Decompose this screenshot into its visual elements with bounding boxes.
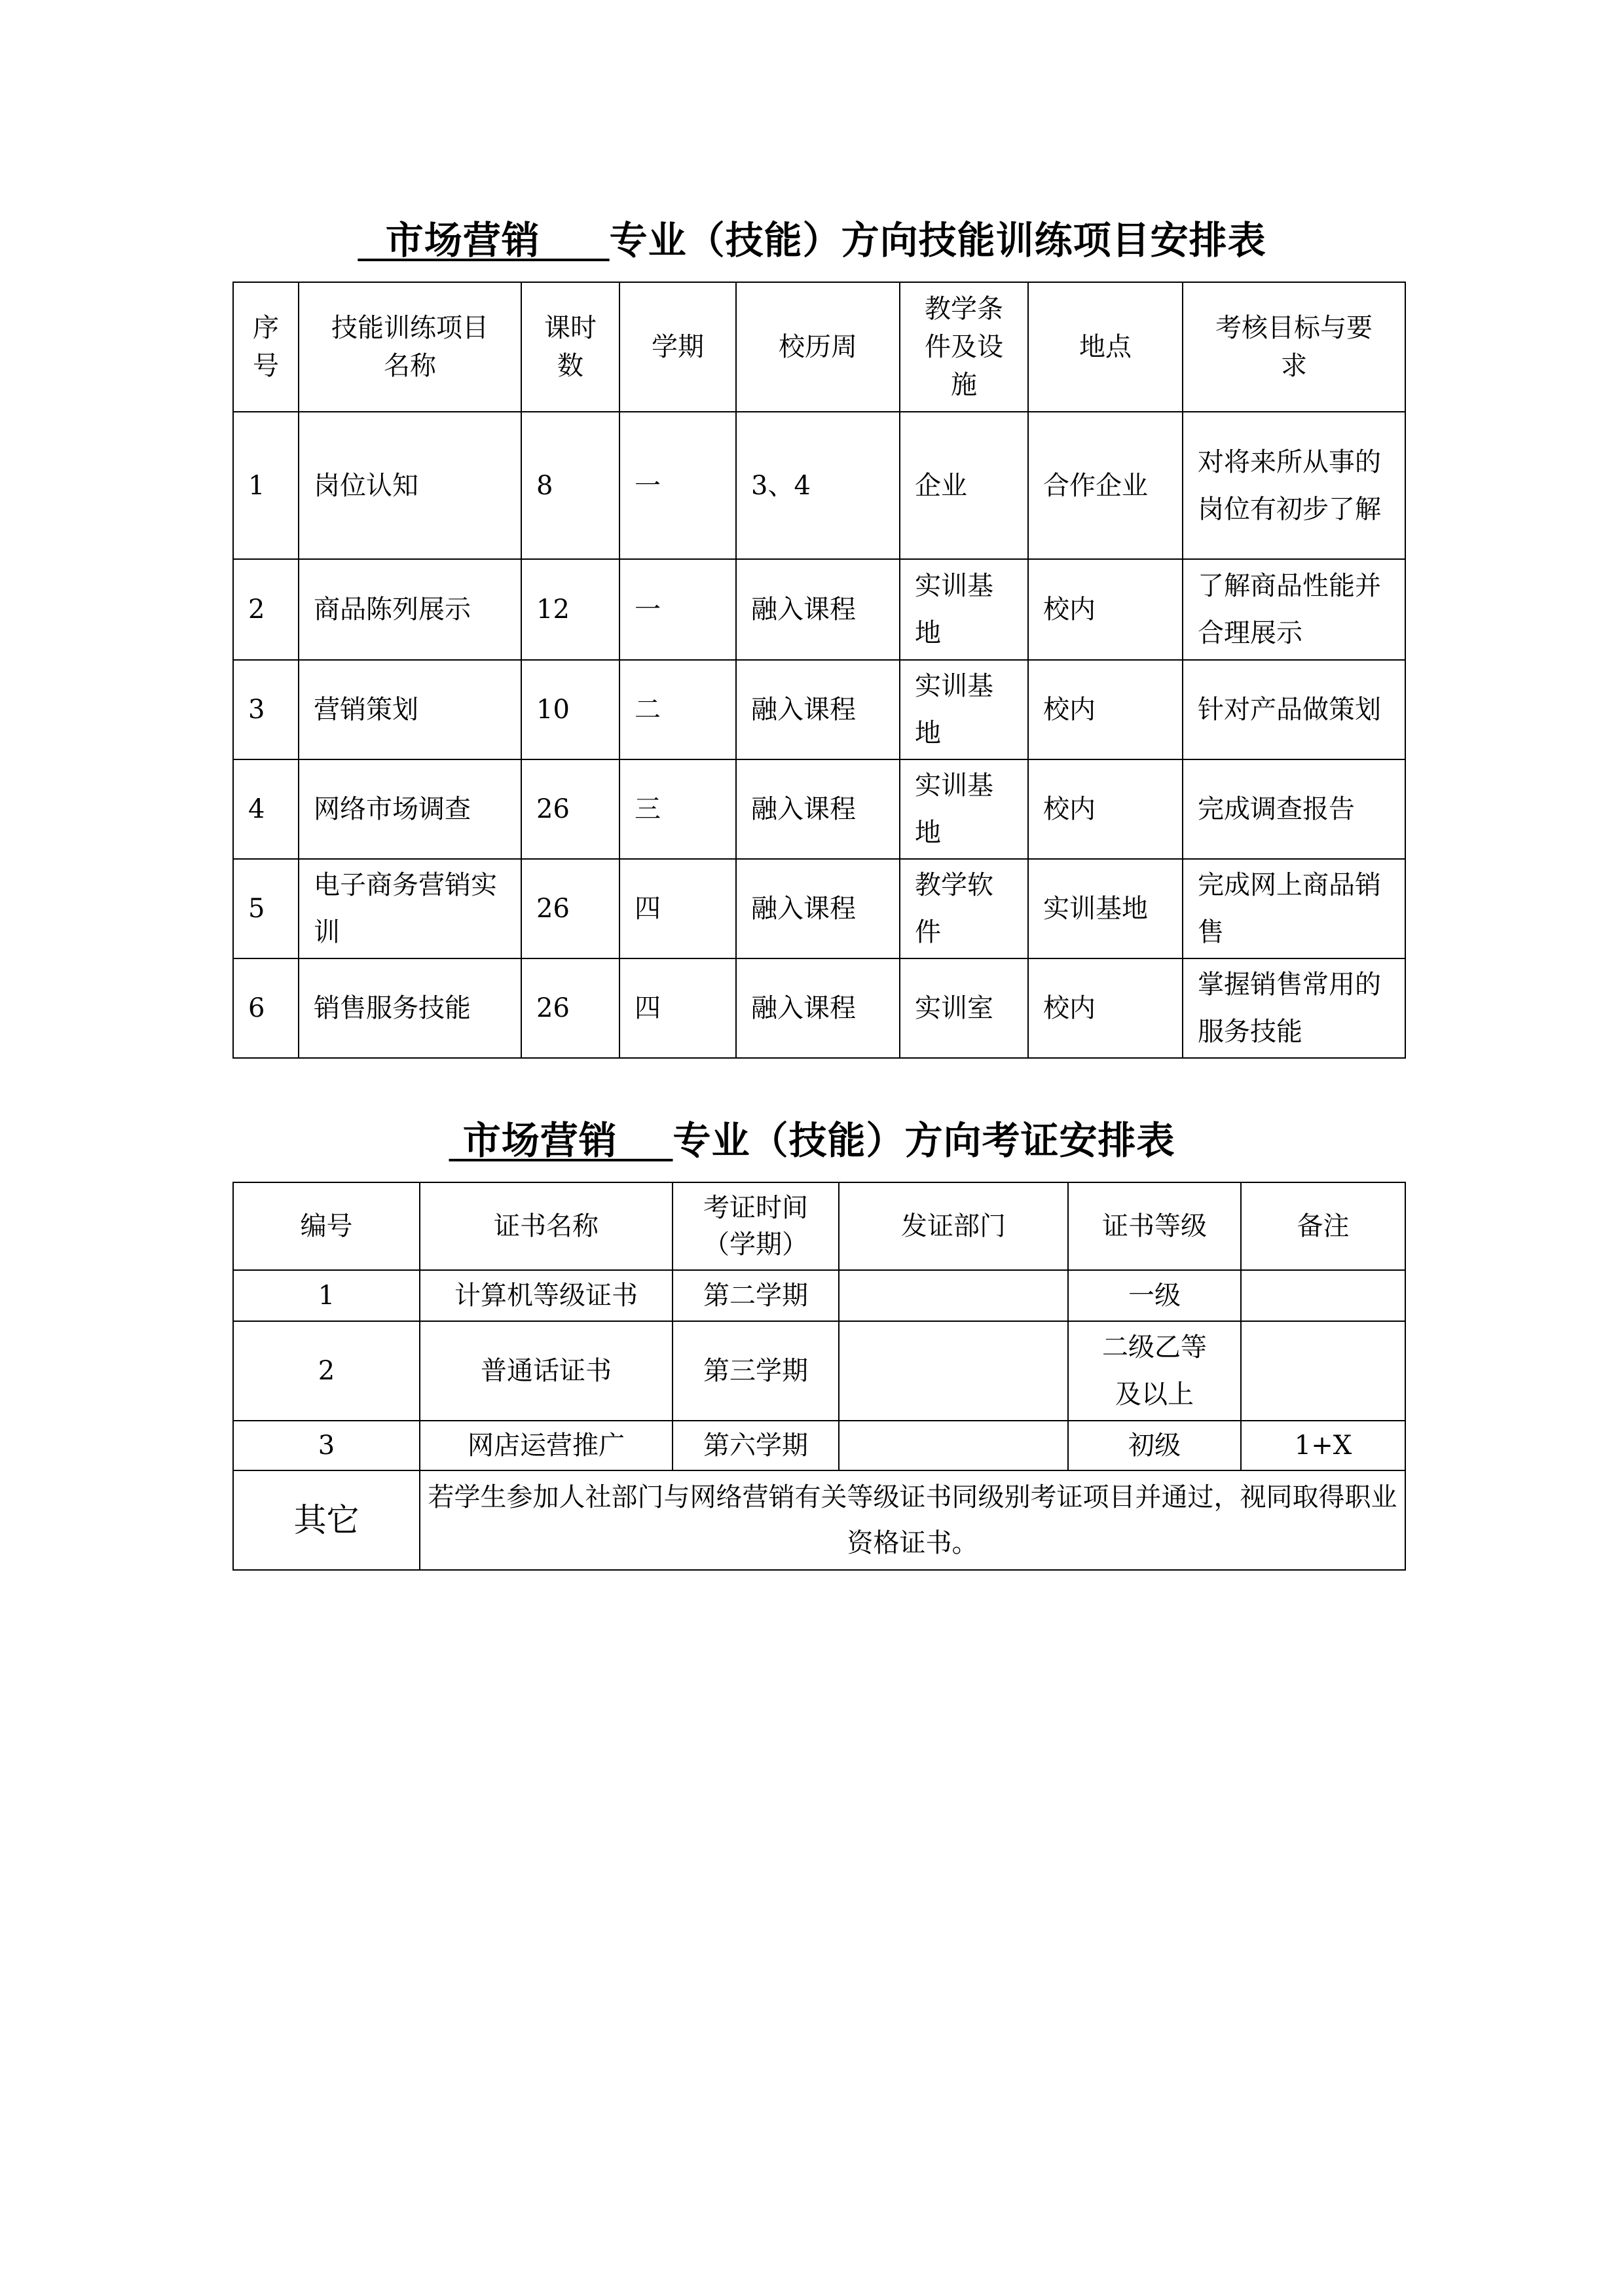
cell-goal: 掌握销售常用的服务技能: [1183, 958, 1405, 1058]
cell-hours: 26: [521, 859, 619, 958]
cell-facility: 实训基地: [900, 660, 1028, 759]
cell-facility: 实训基地: [900, 559, 1028, 660]
table-row: [233, 859, 1405, 958]
cell-other-label: 其它: [233, 1470, 420, 1570]
table-row-other: [233, 1470, 1405, 1570]
cell-place: 校内: [1028, 559, 1183, 660]
header-facility: 教学条件及设施: [900, 282, 1028, 412]
title2-major: 市场营销: [449, 1118, 673, 1163]
header-no: 序号: [233, 282, 299, 412]
cell-place: 实训基地: [1028, 859, 1183, 958]
title1-major: 市场营销: [358, 218, 610, 263]
title2-suffix: 专业（技能）方向考证安排表: [673, 1118, 1175, 1163]
cell-cert-name: 普通话证书: [420, 1321, 673, 1421]
header-weeks: 校历周: [736, 282, 900, 412]
cell-goal: 完成调查报告: [1183, 759, 1405, 859]
cell-hours: 26: [521, 958, 619, 1058]
header-hours: 课时数: [521, 282, 619, 412]
title1-suffix: 专业（技能）方向技能训练项目安排表: [609, 218, 1266, 263]
cell-no: 2: [233, 1321, 420, 1421]
cell-weeks: 融入课程: [736, 559, 900, 660]
cell-name: 销售服务技能: [299, 958, 521, 1058]
cell-place: 校内: [1028, 660, 1183, 759]
cell-issuer: [839, 1270, 1068, 1321]
cell-cert-name: 计算机等级证书: [420, 1270, 673, 1321]
cell-term: 二: [619, 660, 736, 759]
cell-no: 3: [233, 1421, 420, 1470]
cell-weeks: 融入课程: [736, 759, 900, 859]
cell-term: 四: [619, 958, 736, 1058]
cell-exam-time: 第六学期: [673, 1421, 839, 1470]
cell-weeks: 融入课程: [736, 958, 900, 1058]
table-row: [233, 412, 1405, 559]
cell-name: 电子商务营销实训: [299, 859, 521, 958]
table-header-row: [233, 1182, 1405, 1270]
cell-cert-name: 网店运营推广: [420, 1421, 673, 1470]
cell-term: 一: [619, 559, 736, 660]
cell-no: 1: [233, 1270, 420, 1321]
header-level: 证书等级: [1068, 1182, 1241, 1270]
cell-no: 2: [233, 559, 299, 660]
header-name: 技能训练项目名称: [299, 282, 521, 412]
cell-hours: 26: [521, 759, 619, 859]
title-certification: [0, 1110, 1624, 1165]
header-no: 编号: [233, 1182, 420, 1270]
cell-term: 四: [619, 859, 736, 958]
header-place: 地点: [1028, 282, 1183, 412]
cell-note: 1+X: [1241, 1421, 1405, 1470]
cell-no: 6: [233, 958, 299, 1058]
cell-goal: 对将来所从事的岗位有初步了解: [1183, 412, 1405, 559]
cell-hours: 12: [521, 559, 619, 660]
title-skill-training: [0, 210, 1624, 264]
table-row: [233, 660, 1405, 759]
table-row: [233, 958, 1405, 1058]
cell-name: 网络市场调查: [299, 759, 521, 859]
header-cert-name: 证书名称: [420, 1182, 673, 1270]
cell-weeks: 融入课程: [736, 660, 900, 759]
cell-term: 一: [619, 412, 736, 559]
cell-hours: 8: [521, 412, 619, 559]
cell-goal: 针对产品做策划: [1183, 660, 1405, 759]
cell-no: 3: [233, 660, 299, 759]
cell-facility: 教学软件: [900, 859, 1028, 958]
cell-level: 初级: [1068, 1421, 1241, 1470]
cell-exam-time: 第二学期: [673, 1270, 839, 1321]
cell-level: 一级: [1068, 1270, 1241, 1321]
header-term: 学期: [619, 282, 736, 412]
table-row: [233, 1270, 1405, 1321]
header-issuer: 发证部门: [839, 1182, 1068, 1270]
cell-no: 1: [233, 412, 299, 559]
table-row: [233, 1321, 1405, 1421]
table-row: [233, 759, 1405, 859]
cell-no: 4: [233, 759, 299, 859]
cell-other-text: 若学生参加人社部门与网络营销有关等级证书同级别考证项目并通过，视同取得职业资格证书。: [420, 1470, 1405, 1570]
cell-term: 三: [619, 759, 736, 859]
header-note: 备注: [1241, 1182, 1405, 1270]
cell-facility: 实训室: [900, 958, 1028, 1058]
cell-hours: 10: [521, 660, 619, 759]
cell-name: 商品陈列展示: [299, 559, 521, 660]
cell-facility: 企业: [900, 412, 1028, 559]
cell-place: 校内: [1028, 958, 1183, 1058]
cell-no: 5: [233, 859, 299, 958]
certification-table: [232, 1182, 1406, 1571]
header-goal: 考核目标与要求: [1183, 282, 1405, 412]
cell-facility: 实训基地: [900, 759, 1028, 859]
cell-issuer: [839, 1421, 1068, 1470]
cell-place: 合作企业: [1028, 412, 1183, 559]
cell-goal: 完成网上商品销售: [1183, 859, 1405, 958]
header-exam-time: 考证时间（学期）: [673, 1182, 839, 1270]
table-header-row: [233, 282, 1405, 412]
cell-note: [1241, 1321, 1405, 1421]
cell-weeks: 融入课程: [736, 859, 900, 958]
cell-weeks: 3、4: [736, 412, 900, 559]
table-row: [233, 1421, 1405, 1470]
cell-place: 校内: [1028, 759, 1183, 859]
cell-level: 二级乙等及以上: [1068, 1321, 1241, 1421]
cell-exam-time: 第三学期: [673, 1321, 839, 1421]
cell-name: 岗位认知: [299, 412, 521, 559]
table-row: [233, 559, 1405, 660]
cell-note: [1241, 1270, 1405, 1321]
cell-name: 营销策划: [299, 660, 521, 759]
cell-issuer: [839, 1321, 1068, 1421]
cell-goal: 了解商品性能并合理展示: [1183, 559, 1405, 660]
skill-training-table: [232, 282, 1406, 1059]
